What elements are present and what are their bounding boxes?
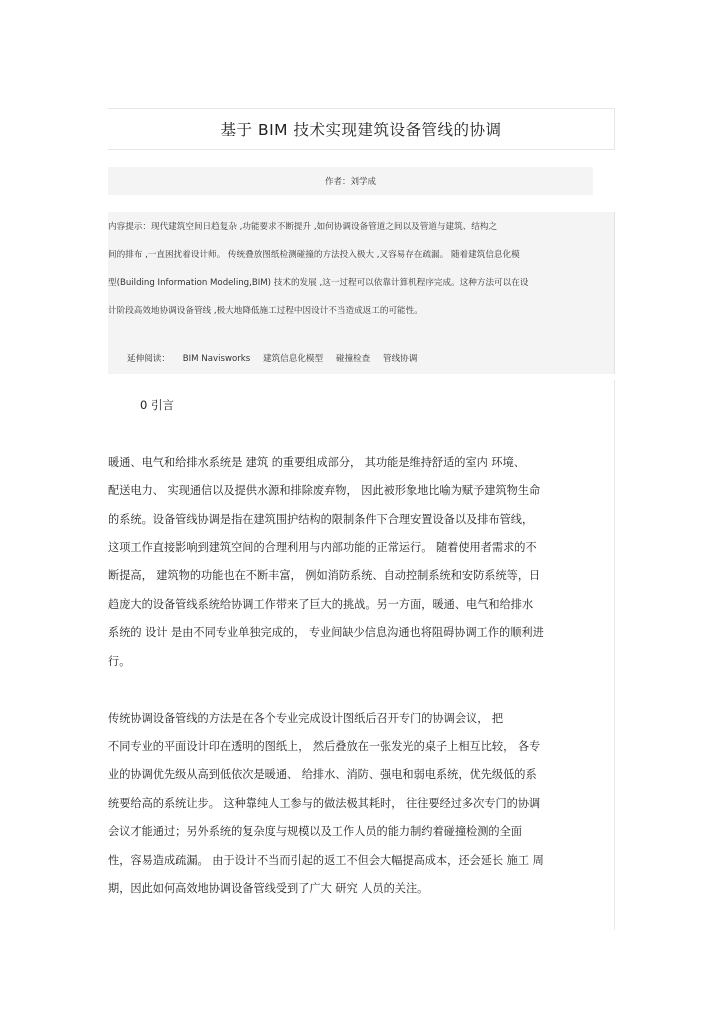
abstract-line: 计阶段高效地协调设备管线 ,极大地降低施工过程中因设计不当造成返工的可能性。 — [108, 306, 423, 316]
abstract-line: 内容提示：现代建筑空间日趋复杂 ,功能要求不断提升 ,如何协调设备管道之间以及管道与建筑、结构之 — [108, 222, 498, 232]
body-line: 系统的 设计 是由不同专业单独完成的， 专业间缺少信息沟通也将阻碍协调工作的顺利进 — [108, 626, 544, 639]
author-line: 作者：刘学成 — [324, 177, 376, 187]
page-title: 基于 BIM 技术实现建筑设备管线的协调 — [220, 121, 502, 139]
body-line: 传统协调设备管线的方法是在各个专业完成设计图纸后召开专门的协调会议， 把 — [108, 712, 504, 725]
body-line: 行。 — [108, 655, 131, 668]
body-line: 不同专业的平面设计印在透明的图纸上， 然后叠放在一张发光的桌子上相互比较， 各专 — [108, 740, 541, 753]
body-line: 期，因此如何高效地协调设备管线受到了广大 研究 人员的关注。 — [108, 882, 429, 895]
body-line: 配送电力、 实现通信以及提供水源和排除废弃物， 因此被形象地比喻为赋予建筑物生命 — [108, 484, 541, 497]
body-line: 业的协调优先级从高到低依次是暖通、 给排水、消防、强电和弱电系统，优先级低的系 — [108, 768, 537, 781]
body-line: 这项工作直接影响到建筑空间的合理利用与内部功能的正常运行。 随着使用者需求的不 — [108, 541, 537, 554]
abstract-box — [108, 212, 615, 374]
keywords-row — [127, 352, 427, 364]
keywords-label: 延伸阅读： — [127, 354, 170, 364]
author-box — [108, 167, 593, 195]
title-box — [108, 108, 615, 150]
keyword[interactable]: BIM Navisworks — [182, 354, 251, 364]
section-heading: 0 引言 — [140, 398, 174, 412]
body-line: 的系统。设备管线协调是指在建筑围护结构的限制条件下合理安置设备以及排布管线， — [108, 513, 534, 526]
body-line: 趋庞大的设备管线系统给协调工作带来了巨大的挑战。另一方面，暖通、电气和给排水 — [108, 598, 534, 611]
body-line: 统要给高的系统让步。 这种靠纯人工参与的做法极其耗时， 往往要经过多次专门的协调 — [108, 797, 541, 810]
abstract-line: 型(Building Information Modeling,BIM) 技术的发展 ,这一过程可以依靠计算机程序完成。这种方法可以在设 — [108, 278, 529, 288]
keyword[interactable]: 管线协调 — [382, 354, 418, 364]
body-line: 断提高， 建筑物的功能也在不断丰富， 例如消防系统、自动控制系统和安防系统等，日 — [108, 569, 541, 582]
body-line: 会议才能通过；另外系统的复杂度与规模以及工作人员的能力制约着碰撞检测的全面 — [108, 825, 522, 838]
right-divider — [614, 380, 615, 930]
body-line: 性，容易造成疏漏。 由于设计不当而引起的返工不但会大幅提高成本，还会延长 施工 周 — [108, 854, 544, 867]
keyword[interactable]: 碰撞检查 — [335, 354, 371, 364]
abstract-line: 间的排布 ,一直困扰着设计师。 传统叠放图纸检测碰撞的方法投入极大 ,又容易存在疏漏。 随着建筑信息化模 — [108, 250, 520, 260]
body-line: 暖通、电气和给排水系统是 建筑 的重要组成部分， 其功能是维持舒适的室内 环境、 — [108, 456, 525, 469]
keyword[interactable]: 建筑信息化模型 — [262, 354, 324, 364]
